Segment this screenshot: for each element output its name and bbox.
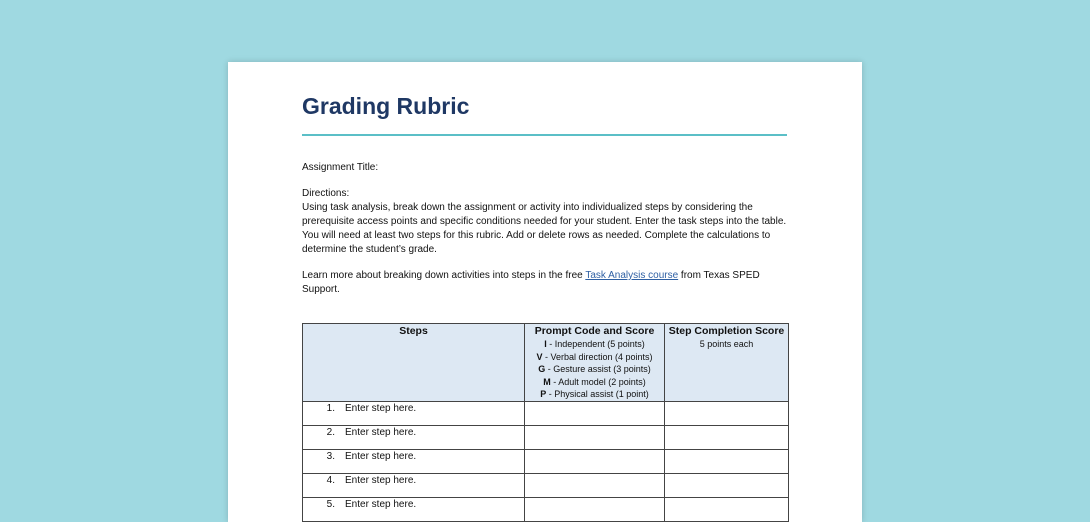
learn-more-paragraph bbox=[302, 269, 788, 297]
prompt-score-cell[interactable] bbox=[525, 426, 665, 450]
table-row bbox=[303, 498, 789, 522]
completion-header-label: Step Completion Score bbox=[668, 325, 785, 337]
table-row bbox=[303, 450, 789, 474]
table-row bbox=[303, 402, 789, 426]
step-cell[interactable]: 3. Enter step here. bbox=[303, 450, 525, 474]
table-header-row bbox=[303, 324, 789, 402]
learn-more-suffix: from Texas SPED Support. bbox=[302, 270, 760, 295]
prompt-code-item: M - Adult model (2 points) bbox=[543, 376, 646, 387]
directions-text: Using task analysis, break down the assignment or activity into individualized steps by considering the prerequisite access points and specific conditions needed for your student. Enter the task steps into the table. You will need at least two steps for this rubric. Add or delete rows as needed. Complete the calculations to determine the student’s grade. bbox=[302, 202, 787, 255]
steps-header bbox=[303, 324, 525, 402]
completion-score-cell[interactable] bbox=[665, 498, 789, 522]
prompt-score-cell[interactable] bbox=[525, 402, 665, 426]
completion-score-cell[interactable] bbox=[665, 402, 789, 426]
title-divider bbox=[302, 134, 787, 136]
step-cell[interactable]: 4. Enter step here. bbox=[303, 474, 525, 498]
table-row bbox=[303, 426, 789, 450]
prompt-header-label: Prompt Code and Score bbox=[534, 325, 655, 337]
table-row bbox=[303, 474, 789, 498]
directions-section bbox=[302, 187, 788, 257]
completion-score-cell[interactable] bbox=[665, 426, 789, 450]
task-analysis-course-link[interactable]: Task Analysis course bbox=[585, 270, 679, 281]
prompt-score-cell[interactable] bbox=[525, 450, 665, 474]
prompt-code-item: P - Physical assist (1 point) bbox=[540, 389, 649, 400]
page-title: Grading Rubric bbox=[302, 93, 470, 119]
prompt-code-item: V - Verbal direction (4 points) bbox=[536, 351, 653, 362]
step-cell[interactable]: 1. Enter step here. bbox=[303, 402, 525, 426]
prompt-score-cell[interactable] bbox=[525, 474, 665, 498]
completion-header bbox=[665, 324, 789, 402]
document-page bbox=[228, 62, 862, 522]
assignment-title-label: Assignment Title: bbox=[302, 162, 379, 173]
learn-more-text: Learn more about breaking down activities into steps in the free bbox=[302, 270, 586, 281]
rubric-table bbox=[302, 323, 789, 522]
completion-score-cell[interactable] bbox=[665, 474, 789, 498]
step-cell[interactable]: 5. Enter step here. bbox=[303, 498, 525, 522]
prompt-header bbox=[525, 324, 665, 402]
steps-header-label: Steps bbox=[399, 325, 428, 337]
completion-header-sub: 5 points each bbox=[699, 339, 754, 349]
prompt-score-cell[interactable] bbox=[525, 498, 665, 522]
directions-label: Directions: bbox=[302, 188, 350, 199]
step-cell[interactable]: 2. Enter step here. bbox=[303, 426, 525, 450]
prompt-code-item: I - Independent (5 points) bbox=[544, 339, 645, 349]
completion-score-cell[interactable] bbox=[665, 450, 789, 474]
prompt-code-item: G - Gesture assist (3 points) bbox=[538, 364, 651, 375]
